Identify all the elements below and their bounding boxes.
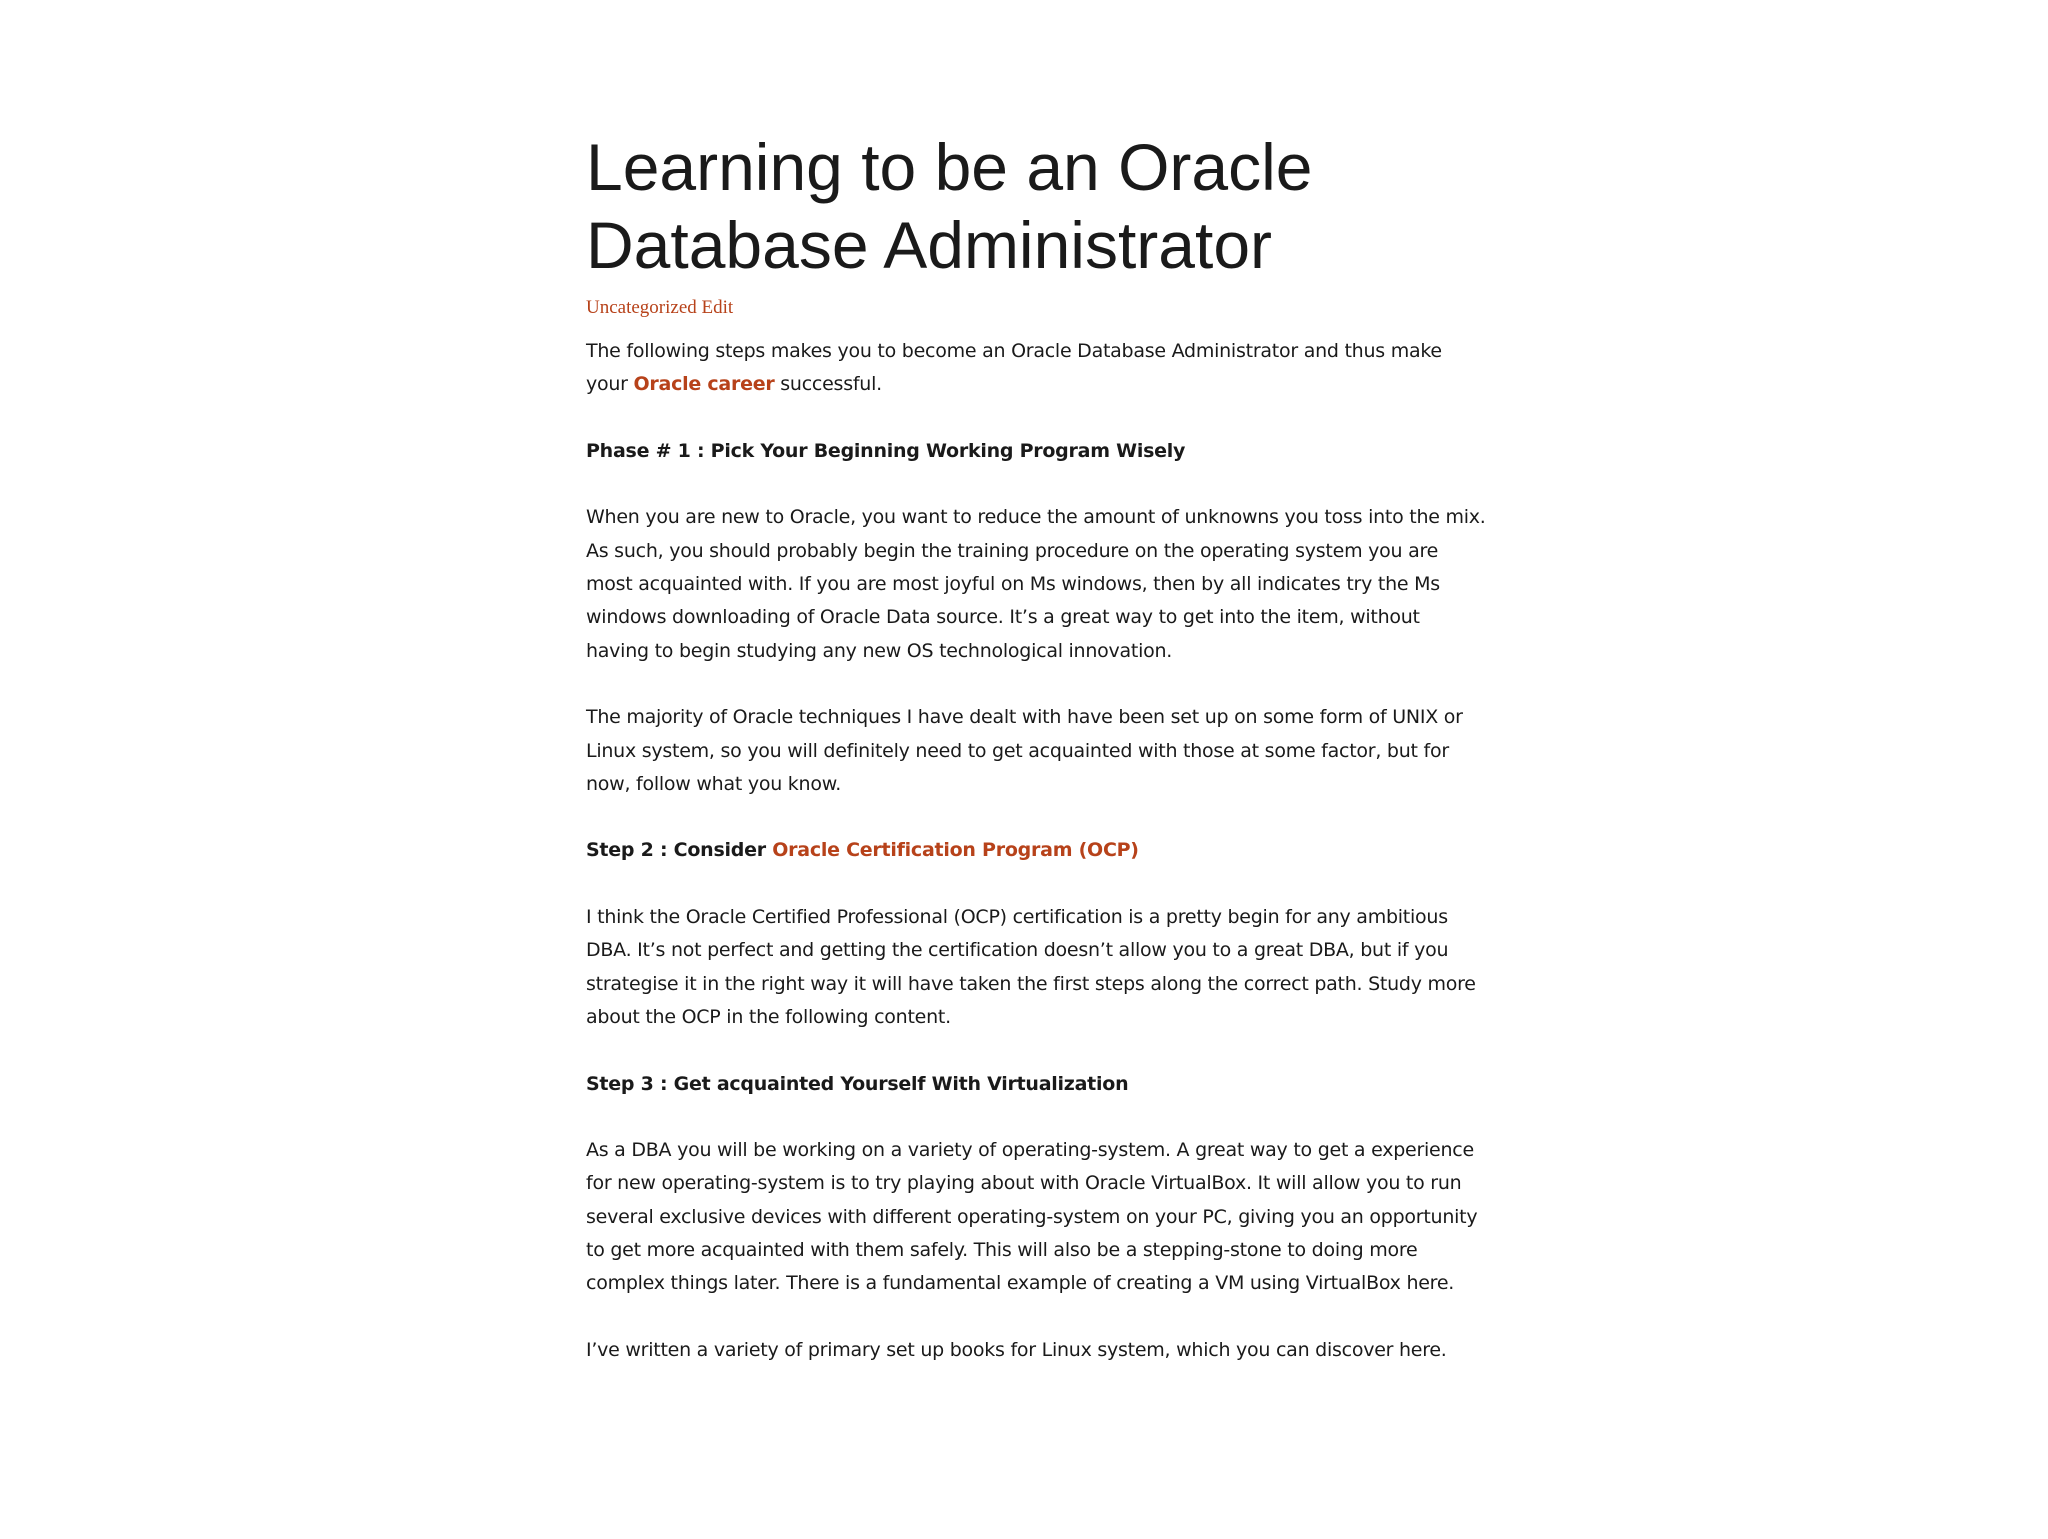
step3-heading: Step 3 : Get acquainted Yourself With Virtualization xyxy=(586,1072,1129,1095)
step2-paragraph: I think the Oracle Certified Professional (OCP) certification is a pretty begin for any ambitious DBA. It’s not perfect and getting the certification doesn’t allow you to a great DBA, but if you strategise it in the right way it will have taken the first steps along the correct path. Study more about the OCP in the following content. xyxy=(586,906,1476,1028)
article xyxy=(586,128,1486,1401)
step2-heading xyxy=(586,834,1486,867)
page-title-line-2: Database Administrator xyxy=(586,208,1273,282)
intro-text-before: The following steps makes you to become an Oracle Database Administrator and thus make your xyxy=(586,340,1442,396)
step2-heading-prefix: Step 2 : Consider xyxy=(586,839,773,862)
step3-paragraph-2: I’ve written a variety of primary set up books for Linux system, which you can discover here. xyxy=(586,1338,1447,1361)
intro-text-after: successful. xyxy=(774,373,882,396)
intro-paragraph xyxy=(586,335,1486,402)
phase1-paragraph-1: When you are new to Oracle, you want to reduce the amount of unknowns you toss into the mix. As such, you should probably begin the training procedure on the operating system you are most acquainted with. If you are most joyful on Ms windows, then by all indicates try the Ms windows downloading of Oracle Data source. It’s a great way to get into the item, without having to begin studying any new OS technological innovation. xyxy=(586,506,1486,662)
step3-paragraph-1: As a DBA you will be working on a variety of operating-system. A great way to get a experience for new operating-system is to try playing about with Oracle VirtualBox. It will allow you to run several exclusive devices with different operating-system on your PC, giving you an opportunity to get more acquainted with them safely. This will also be a stepping-stone to doing more complex things later. There is a fundamental example of creating a VM using VirtualBox here. xyxy=(586,1139,1478,1295)
post-meta xyxy=(586,296,1486,320)
page-title xyxy=(586,128,1486,284)
article-body xyxy=(586,335,1486,1367)
oracle-career-link[interactable]: Oracle career xyxy=(633,373,775,396)
edit-link[interactable]: Edit xyxy=(701,297,734,318)
phase1-heading: Phase # 1 : Pick Your Beginning Working Program Wisely xyxy=(586,439,1186,462)
phase1-paragraph-2: The majority of Oracle techniques I have dealt with have been set up on some form of UNIX or Linux system, so you will definitely need to get acquainted with those at some factor, but for now, follow what you know. xyxy=(586,706,1463,795)
ocp-link[interactable]: Oracle Certification Program (OCP) xyxy=(772,839,1139,862)
category-link[interactable]: Uncategorized xyxy=(586,297,697,318)
page-title-line-1: Learning to be an Oracle xyxy=(586,130,1313,204)
